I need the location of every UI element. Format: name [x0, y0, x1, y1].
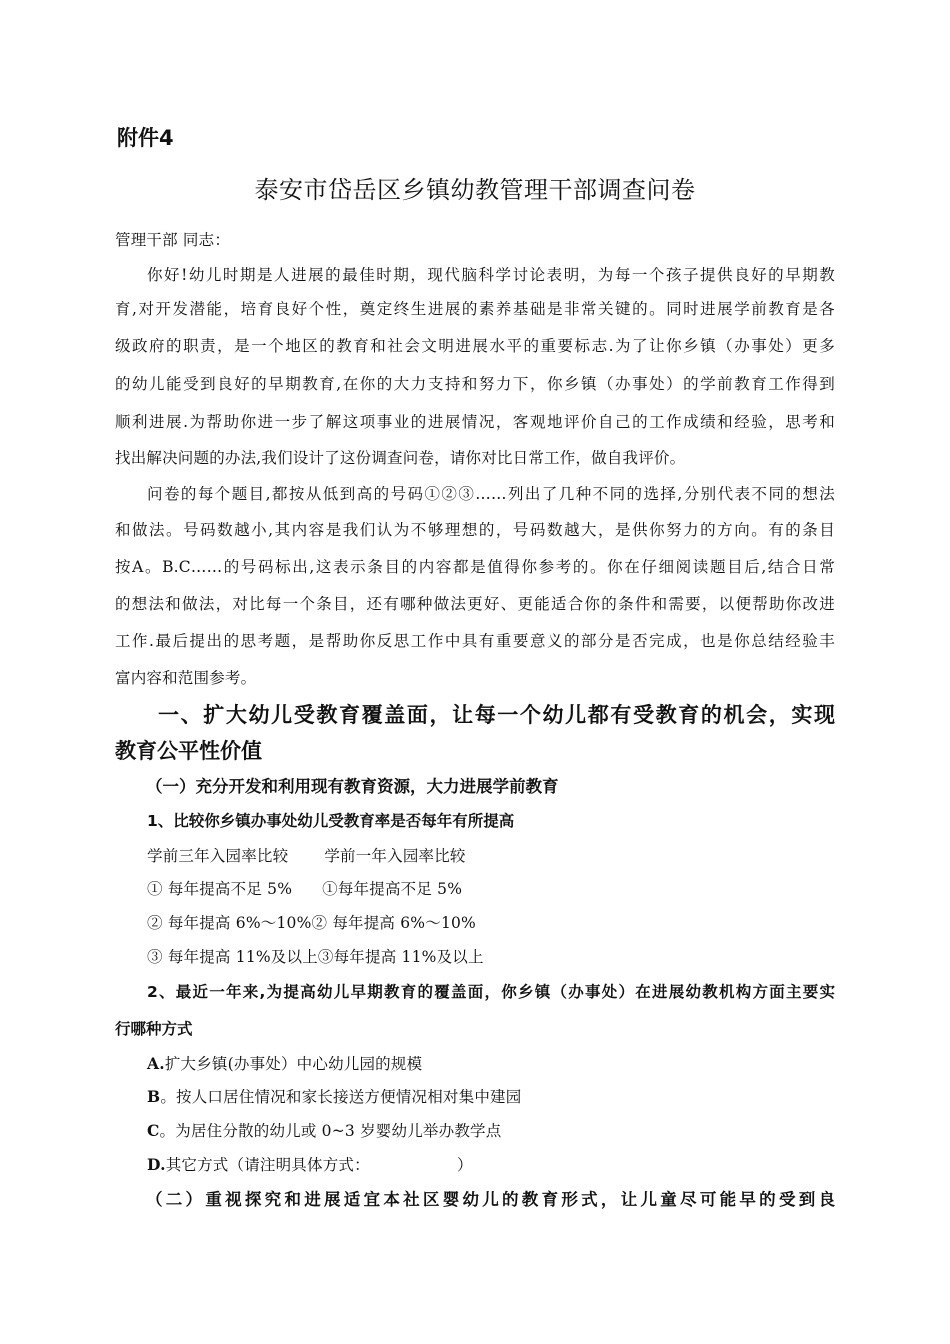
intro-line: 育,对开发潜能，培育良好个性，奠定终生进展的素养基础是非常关键的。同时进展学前教育是各 — [115, 300, 835, 318]
choice-c: C。为居住分散的幼儿或 0~3 岁婴幼儿举办教学点 — [147, 1121, 502, 1140]
subsection-heading: （一）充分开发和利用现有教育资源，大力进展学前教育 — [146, 777, 559, 796]
guide-line: 问卷的每个题目,都按从低到高的号码①②③……列出了几种不同的选择,分别代表不同的想法 — [147, 485, 835, 503]
option: ①每年提高不足 5% — [322, 880, 463, 898]
choice-d: D.其它方式（请注明具体方式： ） — [147, 1155, 473, 1174]
question-title: 1、比较你乡镇办事处幼儿受教育率是否每年有所提高 — [147, 812, 515, 830]
guide-line: 的想法和做法，对比每一个条目，还有哪种做法更好、更能适合你的条件和需要，以便帮助你改进 — [115, 595, 835, 613]
intro-line: 级政府的职责，是一个地区的教育和社会文明进展水平的重要标志.为了让你乡镇（办事处）更多 — [115, 337, 835, 355]
subsection-heading: （二）重视探究和进展适宜本社区婴幼儿的教育形式，让儿童尽可能早的受到良 — [146, 1190, 835, 1209]
document-title: 泰安市岱岳区乡镇幼教管理干部调查问卷 — [254, 176, 696, 204]
option: ① 每年提高不足 5% — [147, 880, 293, 898]
choice-a: A.扩大乡镇(办事处）中心幼儿园的规模 — [147, 1054, 423, 1073]
option-row: ③ 每年提高 11%及以上③每年提高 11%及以上 — [147, 948, 484, 966]
question-title: 2、最近一年来,为提高幼儿早期教育的覆盖面，你乡镇（办事处）在进展幼教机构方面主要实 — [147, 983, 835, 1001]
question-title-cont: 行哪种方式 — [115, 1020, 193, 1038]
guide-line: 富内容和范围参考。 — [115, 669, 257, 687]
guide-line: 和做法。号码数越小,其内容是我们认为不够理想的，号码数越大，是供你努力的方向。有的条目 — [115, 521, 835, 539]
column-label: 学前一年入园率比较 — [324, 847, 466, 865]
section-heading: 一、扩大幼儿受教育覆盖面，让每一个幼儿都有受教育的机会，实现 — [158, 703, 835, 727]
salutation: 管理干部 同志： — [115, 231, 231, 249]
section-heading-cont: 教育公平性价值 — [115, 739, 262, 763]
question-column-labels — [147, 844, 466, 866]
option-row — [147, 877, 462, 899]
intro-line: 的幼儿能受到良好的早期教育,在你的大力支持和努力下，你乡镇（办事处）的学前教育工作得到 — [115, 375, 835, 393]
intro-line: 找出解决问题的办法,我们设计了这份调查问卷，请你对比日常工作，做自我评价。 — [115, 449, 686, 467]
guide-line: 按A。B.C……的号码标出,这表示条目的内容都是值得你参考的。你在仔细阅读题目后,结合日常 — [115, 558, 835, 576]
intro-line: 你好!幼儿时期是人进展的最佳时期，现代脑科学讨论表明，为每一个孩子提供良好的早期教 — [147, 266, 835, 284]
choice-b: B。按人口居住情况和家长接送方便情况相对集中建园 — [147, 1087, 522, 1106]
column-label: 学前三年入园率比较 — [147, 847, 289, 865]
intro-line: 顺利进展.为帮助你进一步了解这项事业的进展情况，客观地评价自己的工作成绩和经验，思考和 — [115, 413, 835, 431]
annex-label: 附件4 — [117, 126, 174, 150]
option-row: ② 每年提高 6%～10%② 每年提高 6%～10% — [147, 914, 476, 932]
guide-line: 工作.最后提出的思考题，是帮助你反思工作中具有重要意义的部分是否完成，也是你总结经验丰 — [115, 632, 835, 650]
